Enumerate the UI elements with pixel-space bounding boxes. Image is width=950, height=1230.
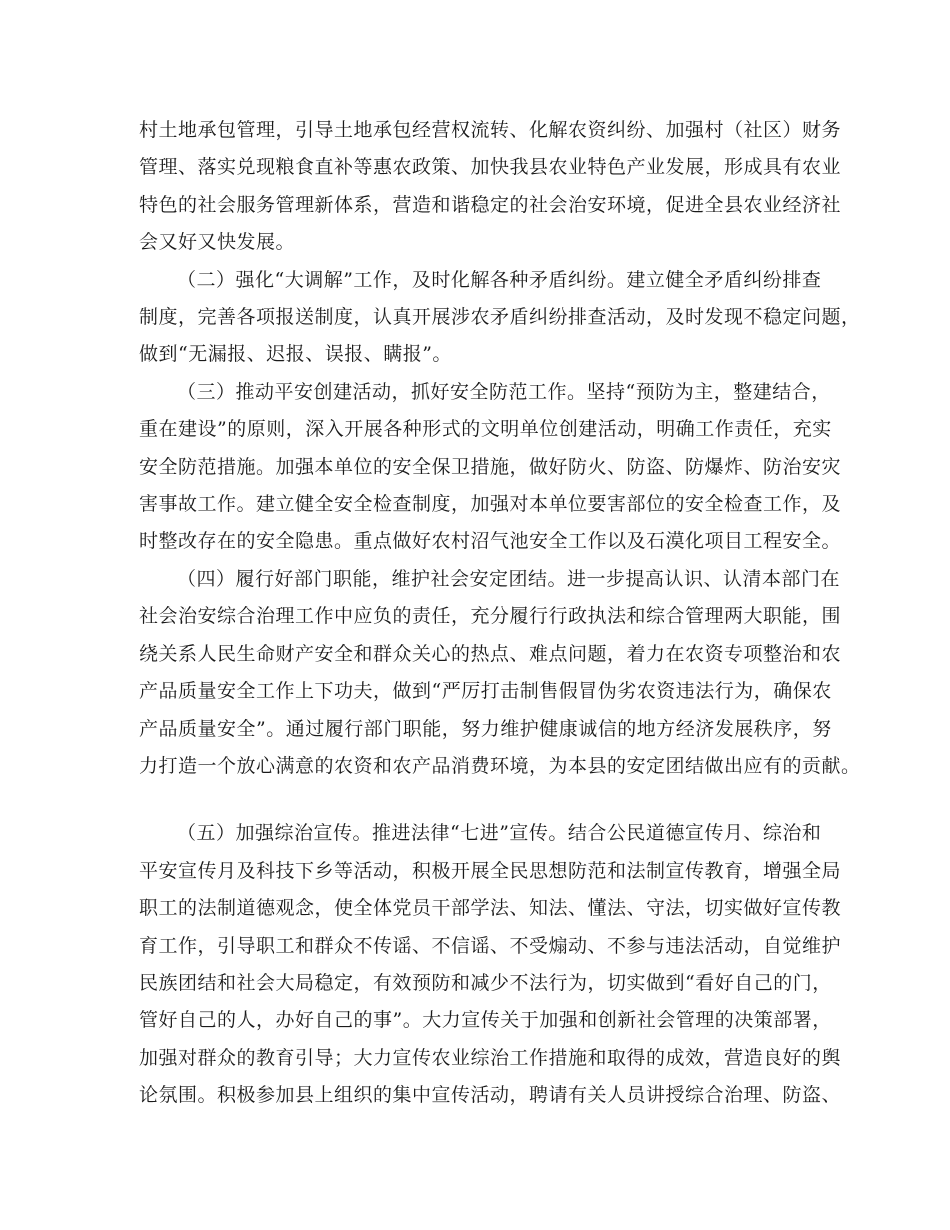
text-line: 绕关系人民生命财产安全和群众关心的热点、难点问题，着力在农资专项整治和农 [139, 642, 842, 665]
text-line: 社会治安综合治理工作中应负的责任，充分履行行政执法和综合管理两大职能，围 [139, 605, 842, 628]
paragraph-gap [139, 785, 819, 815]
text-line: 管理、落实兑现粮食直补等惠农政策、加快我县农业特色产业发展，形成具有农业 [139, 156, 842, 179]
paragraph-continuation [139, 112, 842, 262]
text-line: 会又好又快发展。 [139, 231, 296, 254]
text-line: 产品质量安全工作上下功夫，做到“严厉打击制售假冒伪劣农资违法行为，确保农 [139, 680, 832, 703]
text-line: 加强对群众的教育引导；大力宣传农业综治工作措施和取得的成效，营造良好的舆 [139, 1046, 842, 1069]
text-line: 力打造一个放心满意的农资和农产品消费环境，为本县的安定团结做出应有的贡献。 [139, 754, 861, 777]
text-line: 安全防范措施。加强本单位的安全保卫措施，做好防火、防盗、防爆炸、防治安灾 [139, 455, 842, 478]
text-line: 产品质量安全”。通过履行部门职能，努力维护健康诚信的地方经济发展秩序，努 [139, 717, 832, 740]
text-line: （五）加强综治宣传。推进法律“七进”宣传。结合公民道德宣传月、综治和 [177, 822, 822, 845]
text-line: 时整改存在的安全隐患。重点做好农村沼气池安全工作以及石漠化项目工程安全。 [139, 530, 842, 553]
text-line: 做到“无漏报、迟报、误报、瞒报”。 [139, 343, 452, 366]
text-line: 民族团结和社会大局稳定，有效预防和减少不法行为，切实做到“看好自己的门， [139, 971, 832, 994]
text-line: 平安宣传月及科技下乡等活动，积极开展全民思想防范和法制宣传教育，增强全局 [139, 859, 842, 882]
text-line: 管好自己的人，办好自己的事”。大力宣传关于加强和创新社会管理的决策部署， [139, 1009, 832, 1032]
paragraph-section-3 [139, 374, 842, 561]
paragraph-section-2 [139, 262, 861, 374]
text-line: 育工作，引导职工和群众不传谣、不信谣、不受煽动、不参与违法活动，自觉维护 [139, 934, 842, 957]
text-line: 村土地承包管理，引导土地承包经营权流转、化解农资纠纷、加强村（社区）财务 [139, 119, 842, 141]
paragraph-section-5 [139, 815, 842, 1114]
text-line: 论氛围。积极参加县上组织的集中宣传活动，聘请有关人员讲授综合治理、防盗、 [139, 1084, 842, 1107]
text-line: 害事故工作。建立健全安全检查制度，加强对本单位要害部位的安全检查工作，及 [139, 493, 842, 516]
text-line: 特色的社会服务管理新体系，营造和谐稳定的社会治安环境，促进全县农业经济社 [139, 193, 842, 216]
text-line: （二）强化“大调解”工作，及时化解各种矛盾纠纷。建立健全矛盾纠纷排查 [177, 268, 822, 291]
text-line: （四）履行好部门职能，维护社会安定团结。进一步提高认识、认清本部门在 [177, 567, 841, 590]
document-body [139, 112, 861, 1115]
text-line: （三）推动平安创建活动，抓好安全防范工作。坚持“预防为主，整建结合， [177, 380, 831, 403]
text-line: 职工的法制道德观念，使全体党员干部学法、知法、懂法、守法，切实做好宣传教 [139, 897, 842, 920]
text-line: 制度，完善各项报送制度，认真开展涉农矛盾纠纷排查活动，及时发现不稳定问题， [139, 306, 861, 329]
paragraph-section-4 [139, 561, 861, 785]
text-line: 重在建设”的原则，深入开展各种形式的文明单位创建活动，明确工作责任，充实 [139, 418, 832, 441]
